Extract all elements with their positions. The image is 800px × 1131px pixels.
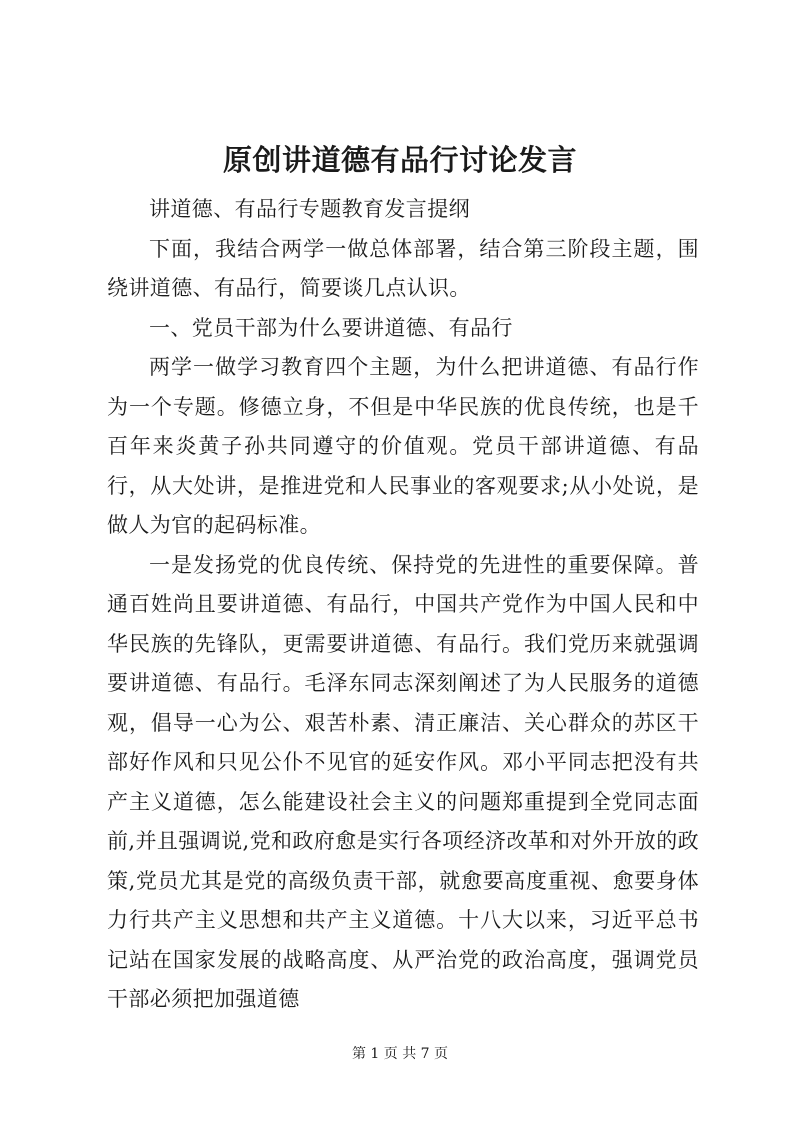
paragraph-point-one: 一是发扬党的优良传统、保持党的先进性的重要保障。普通百姓尚且要讲道德、有品行，中国共产党作为中国人民和中华民族的先锋队，更需要讲道德、有品行。我们党历来就强调要讲道德、有品行。毛泽东同志深刻阐述了为人民服务的道德观，倡导一心为公、艰苦朴素、清正廉洁、关心群众的苏区干部好作风和只见公仆不见官的延安作风。邓小平同志把没有共产主义道德，怎么能建设社会主义的问题郑重提到全党同志面前,并且强调说,党和政府愈是实行各项经济改革和对外开放的政策,党员尤其是党的高级负责干部，就愈要高度重视、愈要身体力行共产主义思想和共产主义道德。十八大以来，习近平总书记站在国家发展的战略高度、从严治党的政治高度，强调党员干部必须把加强道德 [107, 552, 699, 1011]
paragraph-section-heading: 一、党员干部为什么要讲道德、有品行 [149, 315, 513, 340]
document-body [107, 190, 699, 1020]
paragraph-topic-explanation: 两学一做学习教育四个主题，为什么把讲道德、有品行作为一个专题。修德立身，不但是中华民族的优良传统，也是千百年来炎黄子孙共同遵守的价值观。党员干部讲道德、有品行，从大处讲，是推进党和人民事业的客观要求;从小处说，是做人为官的起码标准。 [107, 355, 699, 537]
page-number-footer: 第 1 页 共 7 页 [351, 1046, 449, 1062]
paragraph-outline-heading: 讲道德、有品行专题教育发言提纲 [149, 197, 470, 221]
paragraph-intro: 下面，我结合两学一做总体部署，结合第三阶段主题，围绕讲道德、有品行，简要谈几点认识。 [107, 236, 699, 300]
document-title: 原创讲道德有品行讨论发言 [222, 143, 577, 177]
